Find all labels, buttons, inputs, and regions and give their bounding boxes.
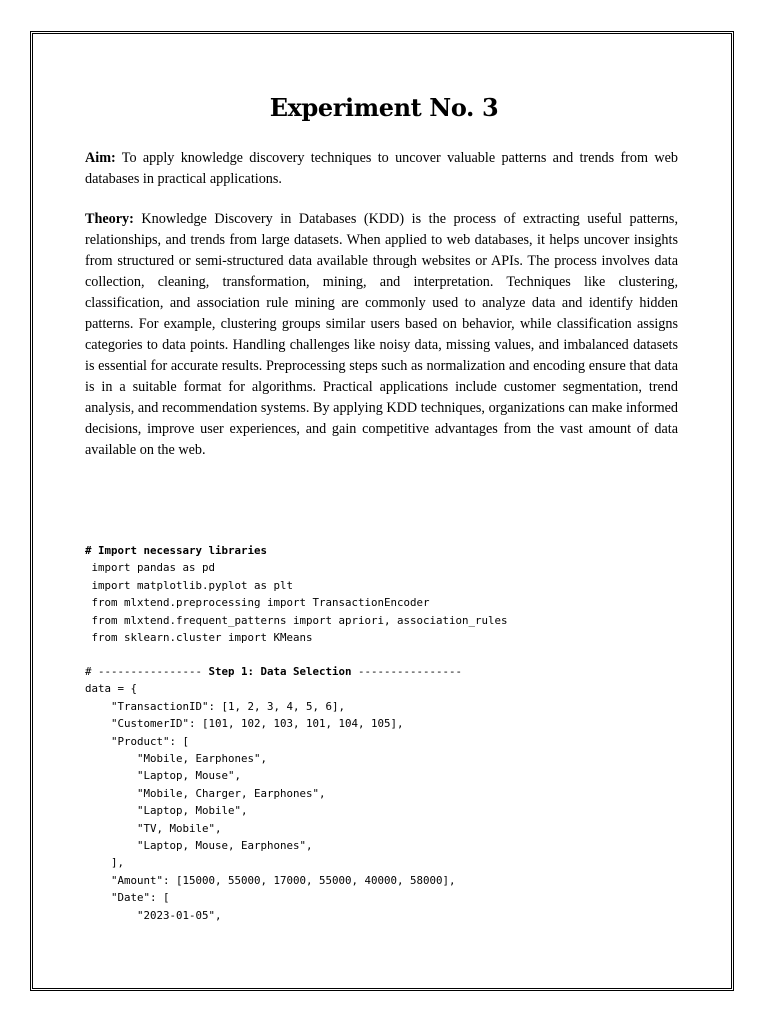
aim-text: To apply knowledge discovery techniques to uncover valuable patterns and trends from web databases in practical applications.: [85, 150, 678, 187]
imports-comment: # Import necessary libraries: [85, 544, 268, 557]
code-block-data: [85, 663, 462, 924]
step1-comment-suffix: ----------------: [351, 665, 463, 678]
theory-text: Knowledge Discovery in Databases (KDD) is the process of extracting useful patterns, relationships, and trends from large datasets. When applied to web databases, it helps uncover insights from structured or semi-structured data available through websites or APIs. The process involves data collection, cleaning, transformation, mining, and interpretation. Techniques like clustering, classification, and association rule mining are commonly used to analyze data and identify hidden patterns. For example, clustering groups similar users based on behavior, while classification assigns categories to data points. Handling challenges like noisy data, missing values, and imbalanced datasets is essential for accurate results. Preprocessing steps such as normalization and encoding ensure that data is in a suitable format for algorithms. Practical applications include customer segmentation, trend analysis, and recommendation systems. By applying KDD techniques, organizations can make informed decisions, improve user experiences, and gain competitive advantages from the vast amount of data available on the web.: [85, 211, 678, 458]
aim-label: Aim:: [85, 150, 116, 166]
aim-paragraph: [85, 148, 678, 190]
step1-comment-prefix: # ----------------: [85, 665, 209, 678]
step1-comment-title: Step 1: Data Selection: [208, 665, 352, 678]
data-dict-lines: data = { "TransactionID": [1, 2, 3, 4, 5, 6], "CustomerID": [101, 102, 103, 101, 104, 105], "Product": [ "Mobile, Earphones", "Laptop, Mouse", "Mobile, Charger, Earphones", "Laptop, Mobile", "TV, Mobile", "Laptop, Mouse, Earphones", ], "Amount": [15000, 55000, 17000, 55000, 40000, 58000], "Date": [ "2023-01-05",: [85, 682, 456, 922]
experiment-title: Experiment No. 3: [269, 93, 499, 122]
theory-label: Theory:: [85, 211, 134, 227]
code-block-imports: [85, 542, 508, 646]
imports-lines: import pandas as pd import matplotlib.pyplot as plt from mlxtend.preprocessing import TransactionEncoder from mlxtend.frequent_patterns import apriori, association_rules from sklearn.cluster import KMeans: [91, 561, 508, 645]
theory-paragraph: [85, 209, 678, 461]
